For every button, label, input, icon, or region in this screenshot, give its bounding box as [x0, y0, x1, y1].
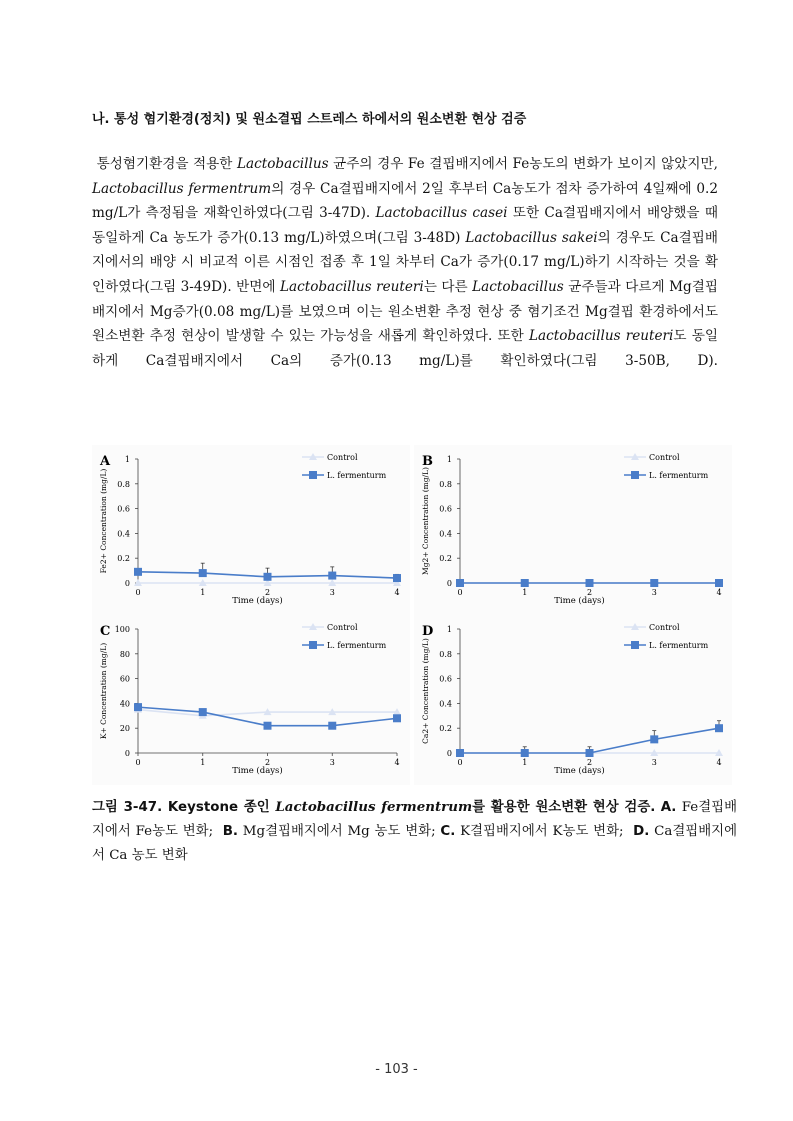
chart-panel-b	[414, 445, 732, 615]
x-axis-title: Time (days)	[232, 596, 283, 606]
x-axis-title: Time (days)	[232, 766, 283, 776]
fermentum-data-point	[264, 573, 272, 581]
panel-label: C	[100, 624, 111, 639]
fermentum-data-point	[264, 722, 272, 730]
x-tick-label: 3	[329, 588, 335, 597]
caption-b-label: B.	[222, 824, 238, 839]
y-tick-label: 80	[119, 649, 130, 659]
x-tick-label: 0	[135, 588, 141, 597]
legend-fermentum-label: L. fermenturm	[327, 471, 387, 480]
page-number: - 103 -	[375, 1062, 418, 1077]
fermentum-data-point	[650, 735, 658, 743]
chart-panel-d	[414, 615, 732, 785]
fermentum-data-point	[456, 579, 464, 587]
legend-fermentum-marker	[309, 471, 317, 479]
x-tick-label: 4	[394, 588, 400, 597]
fermentum-data-point	[199, 569, 207, 577]
legend-control-label: Control	[327, 623, 358, 632]
y-tick-label: 0.2	[117, 554, 130, 564]
legend-fermentum-marker	[631, 641, 639, 649]
panel-label: B	[422, 454, 433, 469]
y-tick-label: 0.6	[439, 674, 452, 684]
fermentum-data-point	[586, 579, 594, 587]
figure-caption: 그림 3-47. Keystone 종인 Lactobacillus fermentrum를 활용한 원소변환 현상 검증. A. Fe결핍배지에서 Fe농도 변화; B. Mg결핍배지에서 Mg 농도 변화; C. K결핍배지에서 K농도 변화; D. Ca결핍배지에서 Ca 농도 변화	[92, 799, 738, 863]
x-tick-label: 2	[586, 588, 593, 597]
x-tick-label: 3	[651, 758, 657, 767]
y-tick-label: 0.4	[439, 529, 452, 539]
legend-fermentum-label: L. fermenturm	[327, 641, 387, 650]
fermentum-data-point	[328, 572, 336, 580]
legend-fermentum-marker	[631, 471, 639, 479]
y-tick-label: 0	[124, 579, 130, 588]
x-tick-label: 2	[264, 588, 271, 597]
x-axis-title: Time (days)	[554, 766, 605, 776]
fermentum-data-point	[715, 724, 723, 732]
y-tick-label: 1	[124, 455, 130, 464]
y-axis-title: Fe2+ Concentration (mg/L)	[99, 468, 108, 574]
y-tick-label: 0.2	[439, 724, 452, 734]
fermentum-data-point	[134, 568, 142, 576]
figure-3-47	[92, 445, 734, 785]
legend-control-label: Control	[649, 623, 680, 632]
x-tick-label: 1	[522, 758, 528, 767]
legend-control-label: Control	[327, 453, 358, 462]
x-tick-label: 1	[200, 758, 206, 767]
fermentum-data-point	[521, 579, 529, 587]
x-tick-label: 2	[264, 758, 271, 767]
fermentum-data-point	[393, 574, 401, 582]
y-tick-label: 40	[119, 699, 130, 709]
legend-fermentum-label: L. fermenturm	[649, 641, 709, 650]
y-tick-label: 1	[446, 625, 452, 634]
x-tick-label: 3	[651, 588, 657, 597]
x-tick-label: 0	[457, 588, 463, 597]
legend-fermentum-label: L. fermenturm	[649, 471, 709, 480]
legend-control-label: Control	[649, 453, 680, 462]
x-tick-label: 0	[457, 758, 463, 767]
caption-d-label: D.	[633, 824, 650, 839]
fermentum-data-point	[586, 749, 594, 757]
fermentum-data-point	[650, 579, 658, 587]
y-tick-label: 100	[114, 625, 130, 634]
y-tick-label: 0	[124, 749, 130, 758]
fermentum-data-point	[715, 579, 723, 587]
x-tick-label: 0	[135, 758, 141, 767]
y-tick-label: 1	[446, 455, 452, 464]
y-axis-title: Mg2+ Concentration (mg/L)	[421, 467, 430, 575]
legend-fermentum-marker	[309, 641, 317, 649]
x-tick-label: 1	[200, 588, 206, 597]
x-tick-label: 4	[394, 758, 400, 767]
y-tick-label: 0.2	[439, 554, 452, 564]
y-axis-title: K+ Concentration (mg/L)	[99, 642, 108, 740]
x-axis-title: Time (days)	[554, 596, 605, 606]
fermentum-data-point	[521, 749, 529, 757]
y-tick-label: 0.4	[117, 529, 130, 539]
y-tick-label: 0.8	[439, 479, 452, 489]
x-tick-label: 1	[522, 588, 528, 597]
panel-label: D	[422, 624, 434, 639]
y-tick-label: 0.6	[439, 504, 452, 514]
y-tick-label: 0.8	[439, 649, 452, 659]
y-tick-label: 60	[119, 674, 130, 684]
y-tick-label: 0	[446, 579, 452, 588]
x-tick-label: 4	[716, 758, 722, 767]
fermentum-data-point	[456, 749, 464, 757]
x-tick-label: 4	[716, 588, 722, 597]
body-paragraph: 통성혐기환경을 적용한 Lactobacillus 균주의 경우 Fe 결핍배지에서 Fe농도의 변화가 보이지 않았지만, Lactobacillus fermentrum의 경우 Ca결핍배지에서 2일 후부터 Ca농도가 점차 증가하여 4일째에 0.2 mg/L가 측정됨을 재확인하였다(그림 3-47D). Lactobacillus casei 또한 Ca결핍배지에서 배양했을 때 동일하게 Ca 농도가 증가(0.13 mg/L)하였으며(그림 3-48D) Lactobacillus sakei의 경우도 Ca결핍배지에서의 배양 시 비교적 이른 시점인 접종 후 1일 차부터 Ca가 증가(0.17 mg/L)하기 시작하는 것을 확인하였다(그림 3-49D). 반면에 Lactobacillus reuteri는 다른 Lactobacillus 균주들과 다르게 Mg결핍배지에서 Mg증가(0.08 mg/L)를 보였으며 이는 원소변환 추정 현상 중 혐기조건 Mg결핍 환경하에서도 원소변환 추정 현상이 발생할 수 있는 가능성을 새롭게 확인하였다. 또한 Lactobacillus reuteri도 동일하게 Ca결핍배지에서 Ca의 증가(0.13 mg/L)를 확인하였다(그림 3-50B, D).	[92, 156, 719, 369]
section-heading: 나. 통성 혐기환경(정치) 및 원소결핍 스트레스 하에서의 원소변환 현상 검증	[92, 112, 527, 127]
y-axis-title: Ca2+ Concentration (mg/L)	[421, 638, 430, 744]
x-tick-label: 2	[586, 758, 593, 767]
x-tick-label: 3	[329, 758, 335, 767]
fermentum-data-point	[134, 703, 142, 711]
caption-a-label: A.	[660, 800, 677, 815]
y-tick-label: 0.6	[117, 504, 130, 514]
caption-c-label: C.	[440, 824, 456, 839]
chart-panel-c	[92, 615, 410, 785]
y-tick-label: 20	[119, 724, 130, 734]
y-tick-label: 0.8	[117, 479, 130, 489]
chart-panel-a	[92, 445, 410, 615]
y-tick-label: 0	[446, 749, 452, 758]
fermentum-data-point	[393, 714, 401, 722]
fermentum-data-point	[328, 722, 336, 730]
y-tick-label: 0.4	[439, 699, 452, 709]
fermentum-data-point	[199, 708, 207, 716]
panel-label: A	[100, 454, 111, 469]
